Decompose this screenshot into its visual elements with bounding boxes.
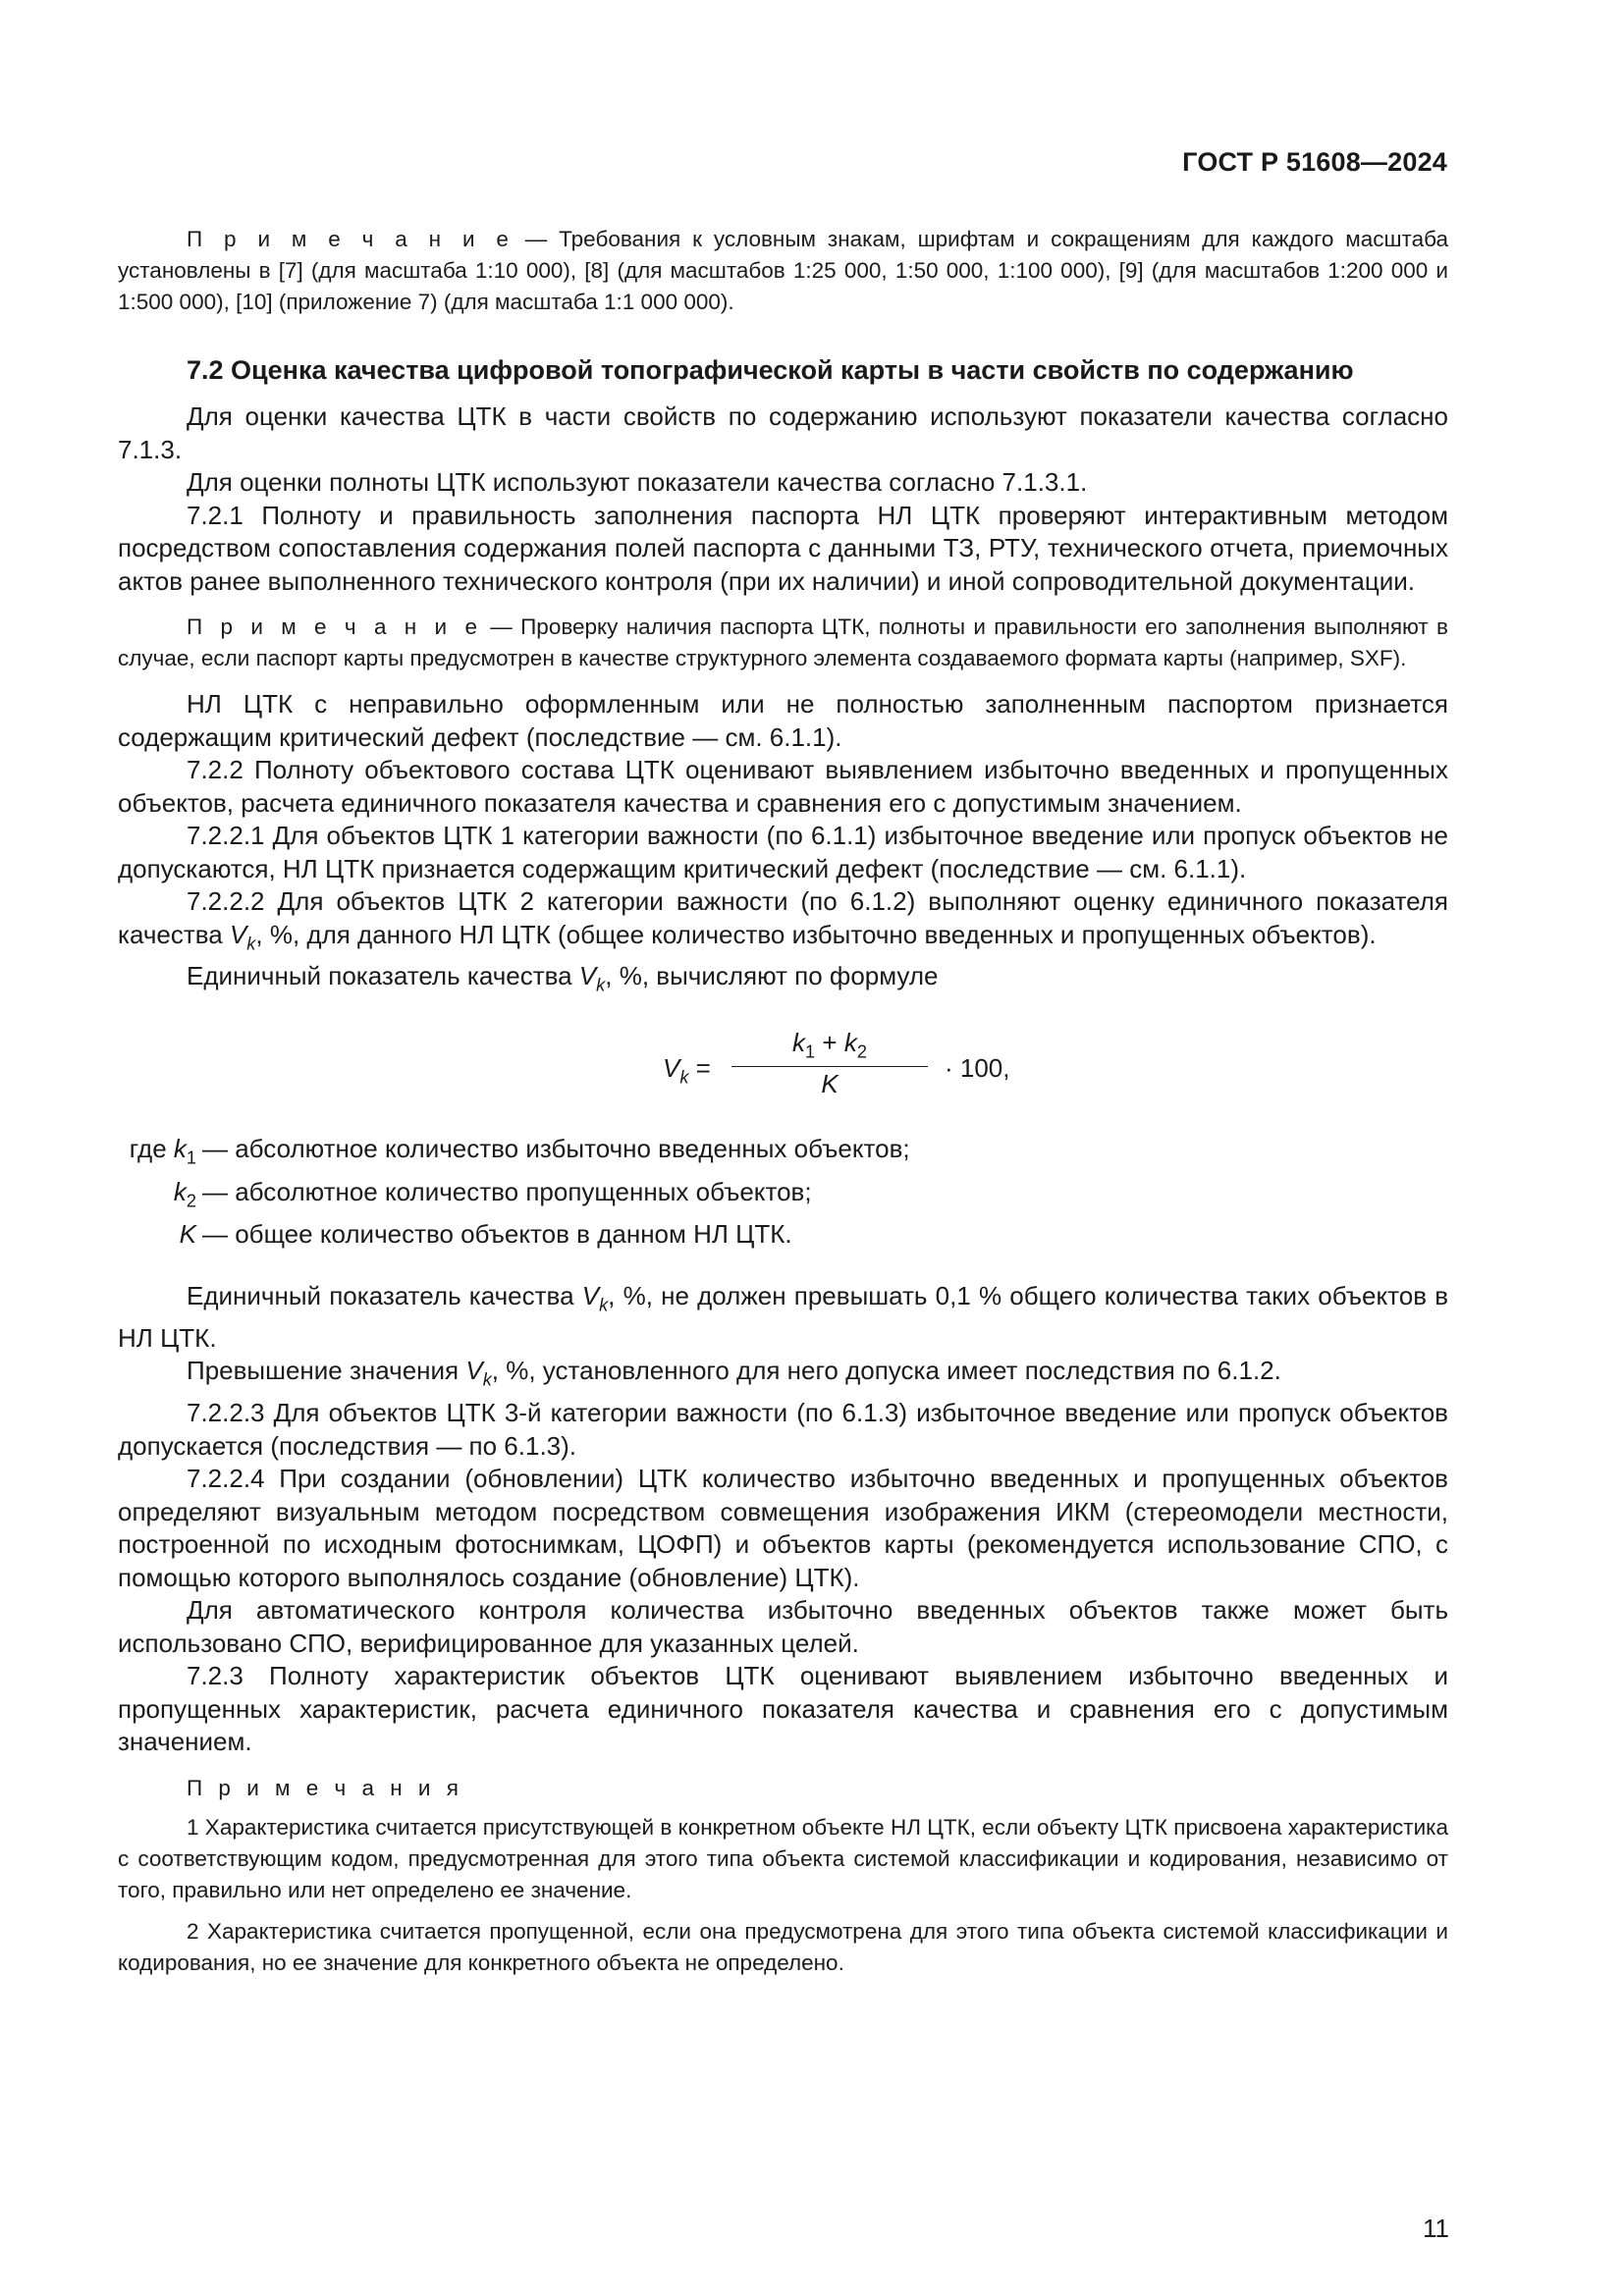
note-item-2: 2 Характеристика считается пропущенной, если она предусмотрена для этого типа объекта системой классификации и кодирования, но ее значение для конкретного объекта не определено. [118, 1918, 1448, 1975]
notes-label: П р и м е ч а н и я [187, 1775, 463, 1800]
paragraph-7-2-2-2: 7.2.2.2 Для объектов ЦТК 2 категории важности (по 6.1.2) выполняют оценку единичного показателя качества $V_k$, %, для данного НЛ ЦТК (общее количество избыточно введенных и пропущенных объектов). [118, 886, 1448, 953]
note-text: — Проверку наличия паспорта ЦТК, полноты и правильности его заполнения выполняют в случае, если паспорт карты предусмотрен в качестве структурного элемента создаваемого формата карты (например, SXF). [118, 614, 1448, 670]
paragraph: НЛ ЦТК с неправильно оформленным или не полностью заполненным паспортом признается содержащим критический дефект (последствие — см. 6.1.1). [118, 689, 1448, 752]
formula-denominator: K [821, 1068, 839, 1098]
paragraph-7-2-2-1: 7.2.2.1 Для объектов ЦТК 1 категории важности (по 6.1.1) избыточное введение или пропуск объектов не допускаются, НЛ ЦТК признается содержащим критический дефект (последствие — см. 6.1.1). [118, 821, 1448, 883]
paragraph: Для оценки качества ЦТК в части свойств по содержанию используют показатели качества согласно 7.1.3. [118, 401, 1448, 464]
paragraph: Для автоматического контроля количества избыточно введенных объектов также может быть использовано СПО, верифицированное для указанных целей. [118, 1595, 1448, 1658]
section-heading: 7.2 Оценка качества цифровой топографической карты в части свойств по содержанию [187, 355, 1354, 385]
note-passport [118, 612, 1448, 674]
paragraph: Для оценки полноты ЦТК используют показатели качества согласно 7.1.3.1. [187, 467, 1088, 497]
paragraph-7-2-2-4: 7.2.2.4 При создании (обновлении) ЦТК количество избыточно введенных и пропущенных объектов определяют визуальным методом посредством совмещения изображения ИКМ (стереомодели местности, построенной по исходным фотоснимкам, ЦОФП) и объектов карты (рекомендуется использование СПО, с помощью которого выполнялось создание (обновление) ЦТК). [118, 1464, 1448, 1592]
formula-legend [118, 1132, 1448, 1251]
legend-row-k2: $k_2$ — абсолютное количество пропущенных объектов; [173, 1176, 812, 1210]
legend-row-k1: где $k_1$ — абсолютное количество избыточно введенных объектов; [129, 1134, 910, 1168]
formula-fraction [731, 1028, 928, 1098]
paragraph-7-2-2-3: 7.2.2.3 Для объектов ЦТК 3-й категории важности (по 6.1.3) избыточное введение или пропуск объектов допускается (последствия — по 6.1.3). [118, 1398, 1448, 1461]
legend-row-K: K — общее количество объектов в данном НЛ ЦТК. [179, 1218, 792, 1249]
note-label: П р и м е ч а н и е [187, 614, 482, 639]
paragraph: Единичный показатель качества $V_k$, %, не должен превышать 0,1 % общего количества таких объектов в НЛ ЦТК. [118, 1280, 1449, 1353]
paragraph-7-2-3: 7.2.3 Полноту характеристик объектов ЦТК оценивают выявлением избыточно введенных и пропущенных характеристик, расчета единичного показателя качества и сравнения его с допустимым значением. [118, 1661, 1448, 1757]
formula-lhs: $V_k$ = [663, 1053, 711, 1088]
note-scales [118, 224, 1448, 318]
note-item-1: 1 Характеристика считается присутствующей в конкретном объекте НЛ ЦТК, если объекту ЦТК присвоена характеристика с соответствующим кодом, предусмотренная для этого типа объекта системой классификации и кодирования, независимо от того, правильно или нет определено ее значение. [118, 1814, 1448, 1902]
paragraph: Превышение значения $V_k$, %, установленного для него допуска имеет последствия по 6.1.2. [187, 1356, 1281, 1390]
formula-vk [118, 1028, 1448, 1104]
formula-rhs: · 100, [945, 1053, 1010, 1084]
paragraph-7-2-1: 7.2.1 Полноту и правильность заполнения паспорта НЛ ЦТК проверяют интерактивным методом посредством сопоставления содержания полей паспорта с данными ТЗ, РТУ, технического отчета, приемочных актов ранее выполненного технического контроля (при их наличии) и иной сопроводительной документации. [118, 500, 1448, 596]
paragraph-7-2-2: 7.2.2 Полноту объектового состава ЦТК оценивают выявлением избыточно введенных и пропущенных объектов, расчета единичного показателя качества и сравнения его с допустимым значением. [118, 755, 1448, 818]
standard-designation: ГОСТ Р 51608—2024 [1182, 147, 1447, 177]
page-number: 11 [1423, 2214, 1449, 2243]
paragraph: Единичный показатель качества $V_k$, %, вычисляют по формуле [187, 961, 939, 995]
note-label: П р и м е ч а н и е [187, 227, 514, 251]
page-content [118, 224, 1448, 1979]
formula-numerator: $k_1 + k_2$ [731, 1028, 928, 1066]
note-text: — Требования к условным знакам, шрифтам и сокращениям для каждого масштаба установлены в [7] (для масштаба 1:10 000), [8] (для масштабов 1:25 000, 1:50 000, 1:100 000), [9] (для масштабов 1:200 000 и 1:500 000), [10] (приложение 7) (для масштаба 1:1 000 000). [118, 227, 1448, 314]
